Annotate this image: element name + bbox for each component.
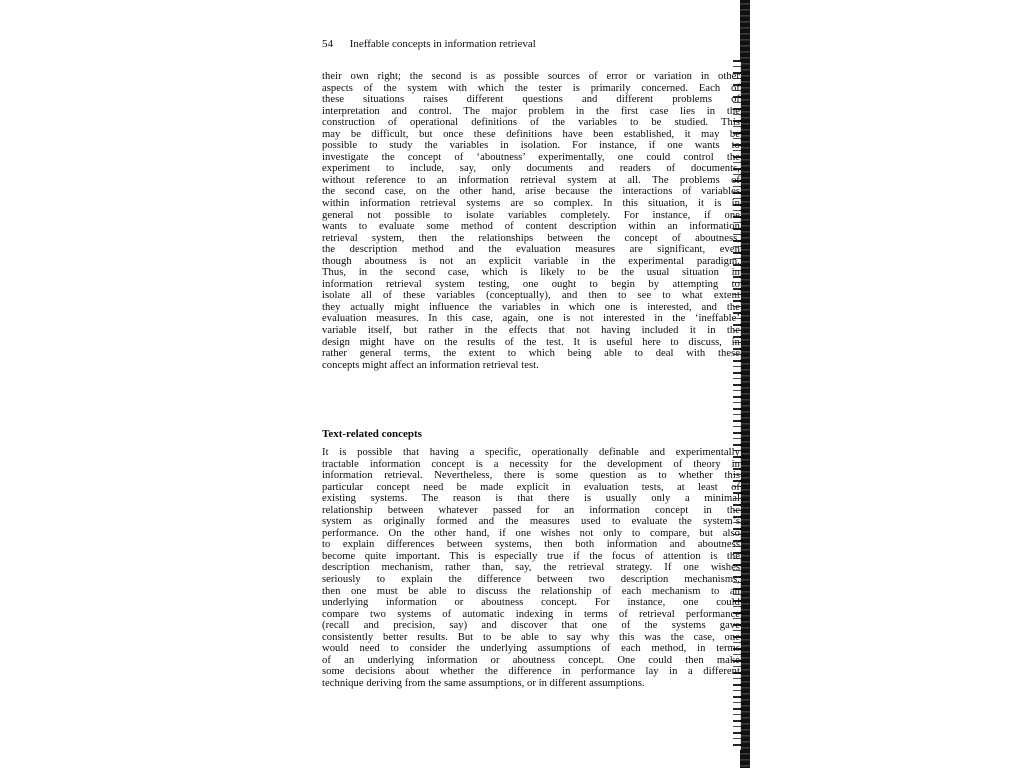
text-line: possible to study the variables in isolation. For instance, if one wants to <box>322 140 740 152</box>
text-line: within information retrieval systems are so complex. In this situation, it is in <box>322 198 740 210</box>
text-line: Thus, in the second case, which is likely to be the usual situation in <box>322 267 740 279</box>
text-line: variable itself, but rather in the effects that not having included it in the <box>322 325 740 337</box>
text-line: without reference to an information retrieval system at all. The problems of <box>322 174 740 186</box>
text-line: would need to consider the underlying assumptions of each method, in terms <box>322 643 740 655</box>
text-line: existing systems. The reason is that there is usually only a minimal <box>322 493 740 505</box>
running-title: Ineffable concepts in information retrieval <box>349 38 536 50</box>
text-line: to explain differences between systems, then both information and aboutness <box>322 539 740 551</box>
text-line: the second case, on the other hand, arise because the interactions of variables <box>322 186 740 198</box>
text-line: investigate the concept of ‘aboutness’ experimentally, one could control the <box>322 151 740 163</box>
text-line: of an underlying information or aboutness concept. One could then make <box>322 654 740 666</box>
text-line: performance. On the other hand, if one wishes not only to compare, but also <box>322 527 740 539</box>
text-line: become quite important. This is especially true if the focus of attention is the <box>322 550 740 562</box>
text-line: relationship between whatever passed for an information concept in the <box>322 504 740 516</box>
page-number: 54 <box>322 38 333 50</box>
text-line: tractable information concept is a necessity for the development of theory in <box>322 458 740 470</box>
section-heading: Text-related concepts <box>322 428 422 440</box>
text-line: aspects of the system with which the tester is primarily concerned. Each of <box>322 82 740 94</box>
text-line: general not possible to isolate variables completely. For instance, if one <box>322 209 740 221</box>
text-line: compare two systems of automatic indexing in terms of retrieval performance <box>322 608 740 620</box>
text-line: the description method and the evaluation measures are significant, even <box>322 244 740 256</box>
text-line: may be difficult, but once these definitions have been established, it may be <box>322 128 740 140</box>
text-line: some decisions about whether the difference in performance lay in a different <box>322 666 740 678</box>
text-line: (recall and precision, say) and discover that one of the systems gave <box>322 620 740 632</box>
text-line: interpretation and control. The major problem in the first case lies in the <box>322 105 740 117</box>
text-line: evaluation measures. In this case, again, one is not interested in the ‘ineffable’ <box>322 313 740 325</box>
text-line: consistently better results. But to be able to say why this was the case, one <box>322 631 740 643</box>
text-line: It is possible that having a specific, operationally definable and experimentally <box>322 447 740 458</box>
text-line: experiment to include, say, only documents and readers of documents, <box>322 163 740 175</box>
text-line: retrieval system, then the relationships between the concept of aboutness, <box>322 232 740 244</box>
text-line: rather general terms, the extent to which being able to deal with these <box>322 348 740 360</box>
text-line: concepts might affect an information retrieval test. <box>322 359 539 371</box>
text-line: information retrieval. Nevertheless, there is some question as to whether this <box>322 470 740 482</box>
text-line: they actually might influence the variables in which one is interested, and the <box>322 301 740 313</box>
text-line: information retrieval system testing, one ought to begin by attempting to <box>322 278 740 290</box>
text-line: construction of operational definitions of the variables to be studied. This <box>322 117 740 129</box>
text-line: though aboutness is not an explicit variable in the experimental paradigm. <box>322 255 740 267</box>
running-head <box>322 38 742 50</box>
text-line: particular concept need be made explicit in evaluation tests, at least of <box>322 481 740 493</box>
text-line: technique deriving from the same assumptions, or in different assumptions. <box>322 677 645 689</box>
text-line: description mechanism, rather than, say, the retrieval strategy. If one wishes <box>322 562 740 574</box>
text-line: system as originally formed and the measures used to evaluate the system’s <box>322 516 740 528</box>
text-line: wants to evaluate some method of content description within an information <box>322 221 740 233</box>
text-line: then one must be able to discuss the relationship of each mechanism to an <box>322 585 740 597</box>
text-line: seriously to explain the difference between two description mechanisms, <box>322 574 740 586</box>
text-line: underlying information or aboutness concept. For instance, one could <box>322 597 740 609</box>
paragraph-1 <box>322 71 740 371</box>
text-line: design might have on the results of the test. It is useful here to discuss, in <box>322 336 740 348</box>
text-line: these situations raises different questions and different problems of <box>322 94 740 106</box>
book-spine-shadow <box>740 0 750 768</box>
paragraph-2 <box>322 447 740 689</box>
text-line: their own right; the second is as possible sources of error or variation in other <box>322 71 740 82</box>
text-line: isolate all of these variables (conceptually), and then to see to what extent <box>322 290 740 302</box>
